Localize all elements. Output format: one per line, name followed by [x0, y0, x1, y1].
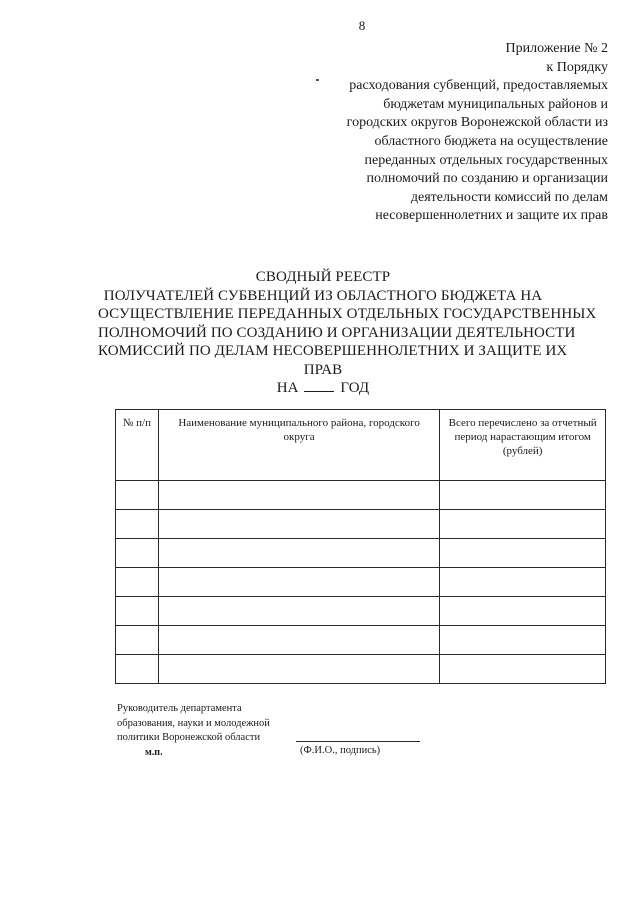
appendix-block [308, 40, 608, 226]
table-row [116, 539, 606, 568]
cell-total [440, 481, 606, 510]
cell-name [158, 568, 439, 597]
appendix-line: областного бюджета на осуществление [374, 133, 608, 149]
document-title [98, 268, 597, 398]
stamp-place-label: м.п. [145, 746, 163, 758]
cell-num [116, 655, 159, 684]
signature-block [117, 702, 270, 760]
registry-table [115, 409, 606, 684]
appendix-line: к Порядку [546, 59, 608, 75]
table-row [116, 510, 606, 539]
table-row [116, 481, 606, 510]
cell-name [158, 510, 439, 539]
appendix-line: Приложение № 2 [505, 41, 608, 56]
title-line: ПРАВ [303, 361, 343, 378]
appendix-line: деятельности комиссий по делам [410, 189, 608, 205]
year-prefix: НА [276, 380, 299, 396]
cell-name [158, 481, 439, 510]
title-line: ПОЛУЧАТЕЛЕЙ СУБВЕНЦИЙ ИЗ ОБЛАСТНОГО БЮДЖЕТА НА [103, 287, 543, 304]
page-number: 8 [358, 18, 366, 33]
title-line: КОМИССИЙ ПО ДЕЛАМ НЕСОВЕРШЕННОЛЕТНИХ И ЗАЩИТЕ ИХ [98, 343, 568, 359]
cell-name [158, 655, 439, 684]
cell-num [116, 539, 159, 568]
table-row [116, 568, 606, 597]
cell-name [158, 597, 439, 626]
table-row [116, 626, 606, 655]
cell-num [116, 568, 159, 597]
signatory-title-line: Руководитель департамента [117, 703, 242, 714]
appendix-line: переданных отдельных государственных [364, 152, 608, 168]
signatory-title-line: политики Воронежской области [117, 732, 261, 743]
appendix-line: бюджетам муниципальных районов и [383, 96, 608, 112]
title-line: СВОДНЫЙ РЕЕСТР [255, 269, 391, 285]
cell-num [116, 510, 159, 539]
signature-line [296, 741, 420, 742]
appendix-line: городских округов Воронежской области из [346, 115, 608, 131]
table-header-row [116, 410, 606, 481]
appendix-line: несовершеннолетних и защите их прав [375, 208, 608, 224]
cell-name [158, 626, 439, 655]
cell-num [116, 481, 159, 510]
cell-name [158, 539, 439, 568]
title-line: ПОЛНОМОЧИЙ ПО СОЗДАНИЮ И ОРГАНИЗАЦИИ ДЕЯТЕЛЬНОСТИ [98, 324, 576, 341]
header-name: Наименование муниципального района, городского округа [158, 410, 439, 481]
signature-caption: (Ф.И.О., подпись) [300, 745, 381, 756]
year-line [98, 379, 548, 398]
appendix-line: полномочий по созданию и организации [366, 171, 608, 187]
appendix-line: расходования субвенций, предоставляемых [349, 78, 608, 94]
cell-num [116, 626, 159, 655]
cell-total [440, 597, 606, 626]
cell-total [440, 510, 606, 539]
signatory-title-line: образования, науки и молодежной [117, 717, 270, 729]
header-total: Всего перечислено за отчетный период нарастающим итогом (рублей) [440, 410, 606, 481]
header-num: № п/п [116, 410, 159, 481]
cell-total [440, 626, 606, 655]
title-line: ОСУЩЕСТВЛЕНИЕ ПЕРЕДАННЫХ ОТДЕЛЬНЫХ ГОСУДАРСТВЕННЫХ [98, 306, 597, 322]
cell-total [440, 655, 606, 684]
table-row [116, 655, 606, 684]
cell-num [116, 597, 159, 626]
cell-total [440, 568, 606, 597]
table-row [116, 597, 606, 626]
year-suffix: ГОД [340, 380, 370, 396]
cell-total [440, 539, 606, 568]
year-blank-field [304, 379, 334, 392]
